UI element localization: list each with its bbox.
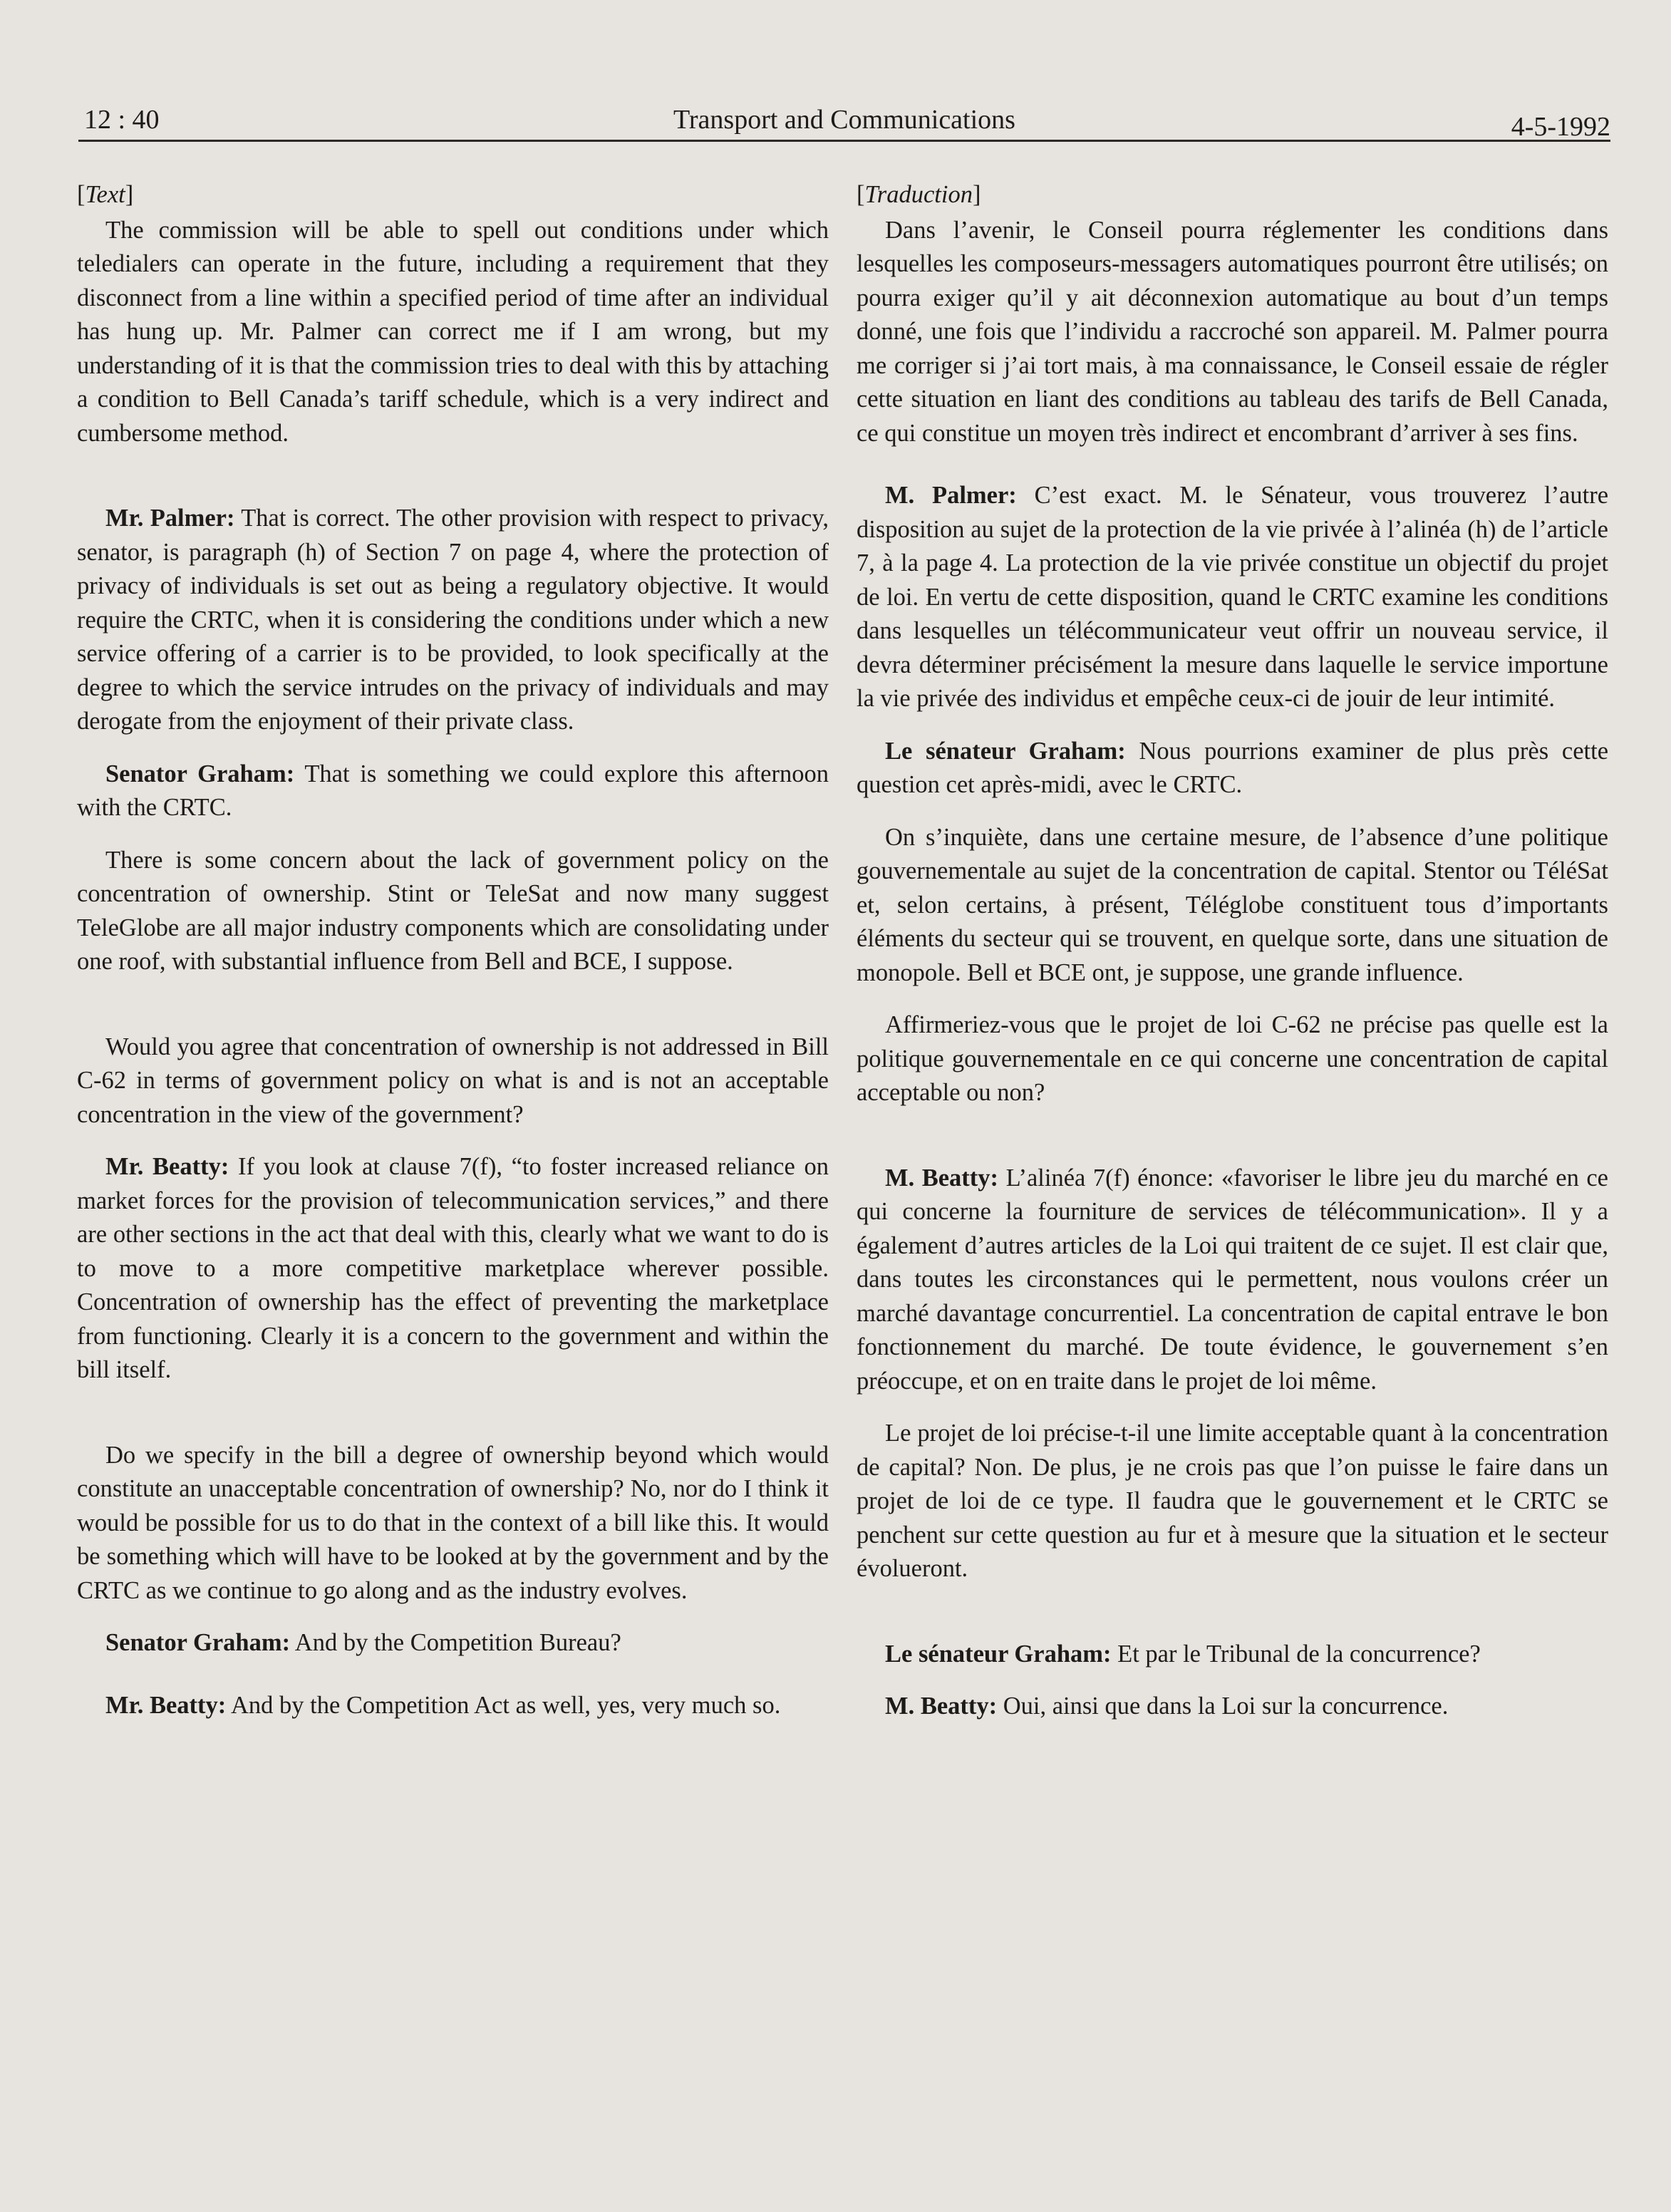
english-paragraph: Senator Graham: And by the Competition Bureau? [105,1629,621,1656]
english-paragraph: Do we specify in the bill a degree of ownership beyond which would constitute an unacceptable concentration of ownership? No, nor do I think it would be possible for us to do that in the context of a bill like this. It would be something which will have to be looked at by the government and by the CRTC as we continue to go along and as the industry evolves. [77,1441,829,1604]
french-paragraph: Dans l’avenir, le Conseil pourra réglementer les conditions dans lesquelles les composeurs-messagers automatiques pourront être utilisés; on pourra exiger qu’il y ait déconnexion automatique au bout d’un temps donné, une fois que l’individu a raccroché son appareil. M. Palmer pourra me corriger si j’ai tort mais, à ma connaissance, le Conseil essaie de régler cette situation en liant des conditions au tableau des tarifs de Bell Canada, ce qui constitue un moyen très indirect et encombrant d’arriver à ses fins. [857,216,1608,447]
french-paragraph: Le projet de loi précise-t-il une limite acceptable quant à la concentration de capital? Non. De plus, je ne crois pas que l’on puisse le faire dans un projet de loi de ce type. Il faudra que le gouvernement et le CRTC se penchent sur cette question au fur et à mesure que la situation et le secteur évolueront. [857,1420,1608,1582]
english-paragraph: Mr. Beatty: And by the Competition Act as well, yes, very much so. [105,1691,781,1719]
page-header [78,104,1610,142]
speaker-name: Senator Graham: [105,1629,291,1656]
french-column [857,178,1608,1724]
running-title: Transport and Communications [673,105,1015,135]
french-paragraph: On s’inquiète, dans une certaine mesure, de l’absence d’une politique gouvernementale au sujet de la concentration de capital. Stentor ou TéléSat et, selon certains, à présent, Téléglobe constituent tous d’importants éléments du secteur qui se trouvent, en quelque sorte, dans une situation de monopole. Bell et BCE ont, je suppose, une grande influence. [857,823,1608,986]
english-paragraph: Senator Graham: That is something we could explore this afternoon with the CRTC. [77,760,829,821]
speaker-name: M. Beatty: [885,1692,998,1720]
english-paragraph: The commission will be able to spell out conditions under which teledialers can operate in the future, including a requirement that they disconnect from a line within a specified period of time after an individual has hung up. Mr. Palmer can correct me if I am wrong, but my understanding of it is that the commission tries to deal with this by attaching a condition to Bell Canada’s tariff schedule, which is a very indirect and cumbersome method. [77,216,829,447]
french-paragraph: Le sénateur Graham: Et par le Tribunal de la concurrence? [885,1640,1481,1668]
french-paragraph: Le sénateur Graham: Nous pourrions examiner de plus près cette question cet après-midi, avec le CRTC. [857,737,1609,798]
speaker-name: Mr. Beatty: [105,1691,227,1719]
session-date: 4-5-1992 [1511,112,1610,142]
french-paragraph: Affirmeriez-vous que le projet de loi C-62 ne précise pas quelle est la politique gouvernementale en ce qui concerne une concentration de capital acceptable ou non? [857,1011,1608,1106]
english-paragraph: Mr. Beatty: If you look at clause 7(f), “to foster increased reliance on market forces for the provision of telecommunication services,” and there are other sections in the act that deal with this, clearly what we want to do is to move to a more competitive marketplace wherever possible. Concentration of ownership has the effect of preventing the marketplace from functioning. Clearly it is a concern to the government and within the bill itself. [77,1153,829,1383]
english-paragraph: Would you agree that concentration of ownership is not addressed in Bill C-62 in terms of government policy on what is and is not an acceptable concentration in the view of the government? [77,1033,829,1128]
speaker-name: Mr. Palmer: [105,505,235,532]
page-reference: 12 : 40 [84,105,160,135]
english-column [77,178,829,1722]
section-label: [Text] [77,181,134,208]
speaker-name: Mr. Beatty: [105,1153,229,1180]
speaker-name: Le sénateur Graham: [885,1640,1112,1668]
speaker-name: Le sénateur Graham: [885,737,1126,765]
french-paragraph: M. Palmer: C’est exact. M. le Sénateur, vous trouverez l’autre disposition au sujet de la protection de la vie privée à l’alinéa (h) de l’article 7, à la page 4. La protection de la vie privée constitue un objectif du projet de loi. En vertu de cette disposition, quand le CRTC examine les conditions dans lesquelles un télécommunicateur veut offrir un nouveau service, il devra déterminer précisément la mesure dans laquelle le service importune la vie privée des individus et empêche ceux-ci de jouir de leur intimité. [857,482,1609,712]
speaker-name: M. Palmer: [885,482,1017,509]
french-paragraph: M. Beatty: Oui, ainsi que dans la Loi sur la concurrence. [885,1692,1449,1720]
english-paragraph: There is some concern about the lack of government policy on the concentration of ownership. Stint or TeleSat and now many suggest TeleGlobe are all major industry components which are consolidating under one roof, with substantial influence from Bell and BCE, I suppose. [77,846,829,975]
speaker-name: Senator Graham: [105,760,295,787]
speaker-name: M. Beatty: [885,1164,999,1192]
section-label: [Traduction] [857,181,981,208]
english-paragraph: Mr. Palmer: That is correct. The other provision with respect to privacy, senator, is paragraph (h) of Section 7 on page 4, where the protection of privacy of individuals is set out as being a regulatory objective. It would require the CRTC, when it is considering the conditions under which a new service offering of a carrier is to be provided, to look specifically at the degree to which the service intrudes on the privacy of individuals and may derogate from the enjoyment of their private class. [77,505,829,735]
french-paragraph: M. Beatty: L’alinéa 7(f) énonce: «favoriser le libre jeu du marché en ce qui concerne la fourniture de services de télécommunication». Il y a également d’autres articles de la Loi qui traitent de ce sujet. Il est clair que, dans toutes les circonstances qui le permettent, nous voulons créer un marché davantage concurrentiel. La concentration de capital entrave le bon fonctionnement du marché. De toute évidence, le gouvernement s’en préoccupe, et on en traite dans le projet de loi même. [857,1164,1608,1395]
